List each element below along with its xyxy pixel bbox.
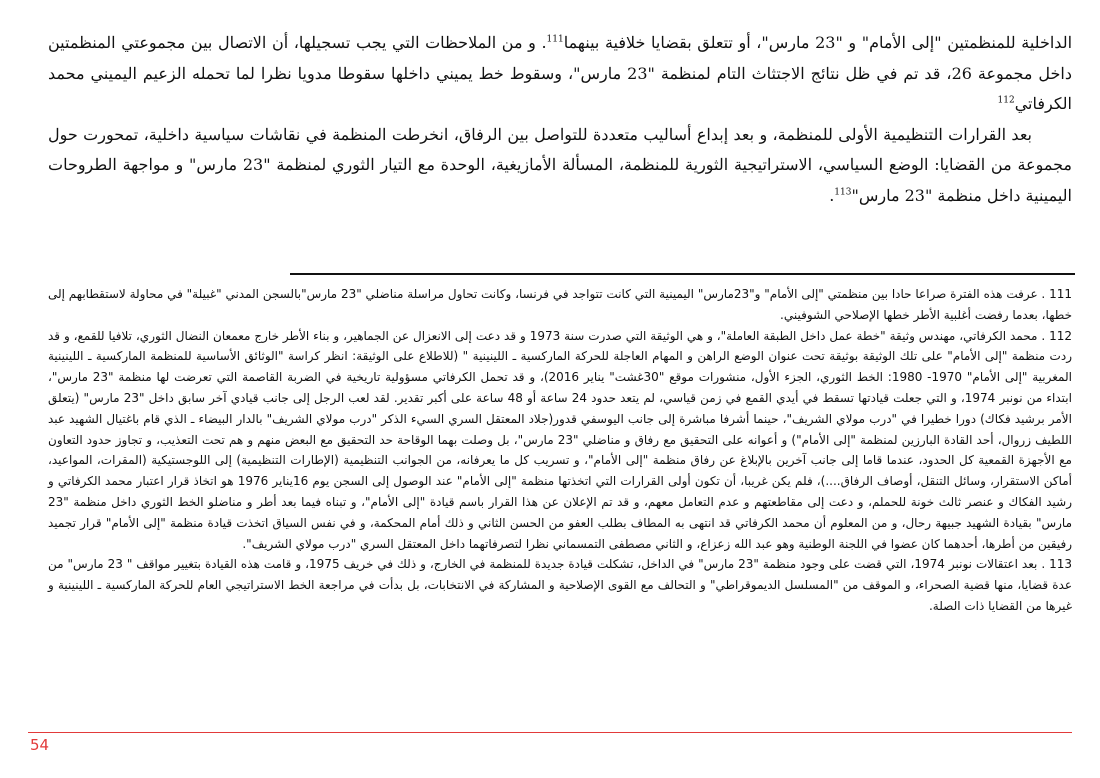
footnote-113: 113 . بعد اعتقالات نونبر 1974، التي قضت على وجود منظمة "23 مارس" في الداخل، تشكلت قيادة جديدة للمنظمة في الخارج، و ذلك في خريف 1975، و قامت هذه القيادة بتغيير مواقف " 23 مارس" من عدة قضايا، منها قضية الصحراء، و الموقف من "المسلسل الديموقراطي" و التحالف مع القوى الإصلاحية و المشاركة في الانتخابات، بل بدأت في مراجعة الخط الاستراتيجي العام للحركة الماركسية ـ اللينينية و غيرها من القضايا ذات الصلة. xyxy=(48,557,1073,613)
main-text xyxy=(48,28,1072,211)
footnote-111: 111 . عرفت هذه الفترة صراعا حادا بين منظمتي "إلى الأمام" و"23مارس" اليمينية التي كانت تتواجد في فرنسا، وكانت تحاول مراسلة مناضلي "23 مارس"بالسجن المدني "غبيلة" في محاولة لاستقطابهم إلى خطها، بعدما رفضت أغلبية الأطر خطها الإصلاحي الشوفيني. xyxy=(48,287,1072,322)
page-bottom-rule xyxy=(28,732,1072,733)
footnotes xyxy=(48,284,1072,617)
note-ref-111[interactable]: 111 xyxy=(546,34,564,45)
page-number: 54 xyxy=(30,736,50,754)
paragraph-2-text: بعد القرارات التنظيمية الأولى للمنظمة، و بعد إبداع أساليب متعددة للتواصل بين الرفاق، انخرطت المنظمة في نقاشات سياسية داخلية، تمحورت حول مجموعة من القضايا: الوضع السياسي، الاستراتيجية الثورية للمنظمة، المسألة الأمازيغية، الوحدة مع التيار الثوري لمنظمة "23 مارس" و مواجهة الطروحات اليمينية داخل منظمة "23 مارس" xyxy=(48,124,1072,205)
footnote-112: 112 . محمد الكرفاتي، مهندس وثيقة "خطة عمل داخل الطبقة العاملة"، و هي الوثيقة التي صدرت سنة 1973 و قد دعت إلى الانعزال عن الجماهير، و بناء الأطر خارج معمعان النضال الثوري، تلافيا للقمع، و قد ردت منظمة "إلى الأمام" على تلك الوثيقة بوثيقة تحت عنوان الوضع الراهن و المهام العاجلة للحركة الماركسية ـ اللينينية " (للاطلاع على الوثيقة: انظر كراسة "الوثائق الأساسية للمنظمة الماركسية ـ اللينينية المغربية "إلى الأمام" 1970- 1980: الخط الثوري، الجزء الأول، منشورات موقع "30غشت" يناير 2016)، و قد تحمل الكرفاتي مسؤولية تاريخية في الضربة القاصمة التي تعرضت لها منظمة "23 مارس"، ابتداء من نونبر 1974، و التي جعلت قيادتها تسقط في أيدي القمع في زمن قياسي، لم يتعد حدود 24 ساعة أو 48 ساعة على أكبر تقدير. لقد لعب الرجل إلى جانب قيادي آخر سابق داخل "23 مارس" (يتعلق الأمر برشيد فكاك) دورا خطيرا في "درب مولاي الشريف"، حينما أشرفا مباشرة إلى جانب اليوسفي قدور(جلاد المعتقل السري السيء الذكر "درب مولاي الشريف" بالدار البيضاء ـ الذي قام باغتيال الشهيد عبد اللطيف زروال، أحد القادة البارزين لمنظمة "إلى الأمام") و أعوانه على التحقيق مع رفاق و مناضلي "23 مارس"، بل وصلت بهما الوقاحة حد التحقيق مع البعض منهم و هم تحت التعذيب، و تجاوز حدود التعاون مع الأجهزة القمعية كل الحدود، عندما قاما إلى جانب آخرين بالإبلاغ عن رفاق منظمة "إلى الأمام"، و تسريب كل ما يعرفانه، من الجوانب التنظيمية (الإطارات التنظيمية) إلى اللوجستيكية (المقرات، المواعيد، أماكن الاستقرار، وسائل التنقل، أوصاف الرفاق....)، فلم يكن غريبا، أن تكون أولى القرارات التي اتخذتها منظمة "إلى الأمام" عند الوصول إلى السجن يوم 16يناير 1976 هو اتخاذ قرار اعتبار محمد الكرفاتي و رشيد الفكاك و عنصر ثالث خونة للحملم، و دعت إلى مقاطعتهم و عدم التعامل معهم، و قد تم الإعلان عن هذا القرار باسم قيادة "إلى الأمام"، و تبناه فيما بعد أطر و مناضلو الخط الثوري داخل منظمة "23 مارس" بقيادة الشهيد جبيهة رحال، و من المعلوم أن محمد الكرفاتي قد انتهى به المطاف بطلب العفو من الحسن الثاني و ذلك أمام المحكمة، و في نفس السياق اتخذت قيادة منظمة "إلى الأمام" قرار تجميد رفيقين من أطرها، أحدهما كان عضوا في اللجنة الوطنية وهو عبد الله زعزاع، و الثاني مصطفى التمسماني نظرا لتصرفاتهما داخل المعتقل السري "درب مولاي الشريف". xyxy=(48,328,1072,551)
note-ref-112[interactable]: 112 xyxy=(997,95,1015,106)
paragraph-1 xyxy=(48,28,1072,120)
footnote-separator xyxy=(290,273,1075,275)
paragraph-2: بعد القرارات التنظيمية الأولى للمنظمة، و بعد إبداع أساليب متعددة للتواصل بين الرفاق، انخرطت المنظمة في نقاشات سياسية داخلية، تمحورت حول مجموعة من القضايا: الوضع السياسي، الاستراتيجية الثورية للمنظمة، المسألة الأمازيغية، الوحدة مع التيار الثوري لمنظمة "23 مارس" و مواجهة الطروحات اليمينية داخل منظمة "23 مارس"$^{113}$. xyxy=(48,124,1072,205)
paragraph-1-text: الداخلية للمنظمتين "إلى الأمام" و "23 مارس"، أو تتعلق بقضايا خلافية بينهما xyxy=(563,33,1073,52)
paragraph-1-continued: . و من الملاحظات التي يجب تسجيلها، أن الاتصال بين مجموعتي المنظمتين داخل مجموعة 26، قد تم في ظل نتائج الاجتثاث التام لمنظمة "23 مارس"، وسقوط خط يميني داخلها سقوطا مدويا نظرا لما تحمله الزعيم اليميني محمد الكرفاتي xyxy=(48,33,1072,113)
note-ref-113[interactable]: 113 xyxy=(834,187,852,198)
